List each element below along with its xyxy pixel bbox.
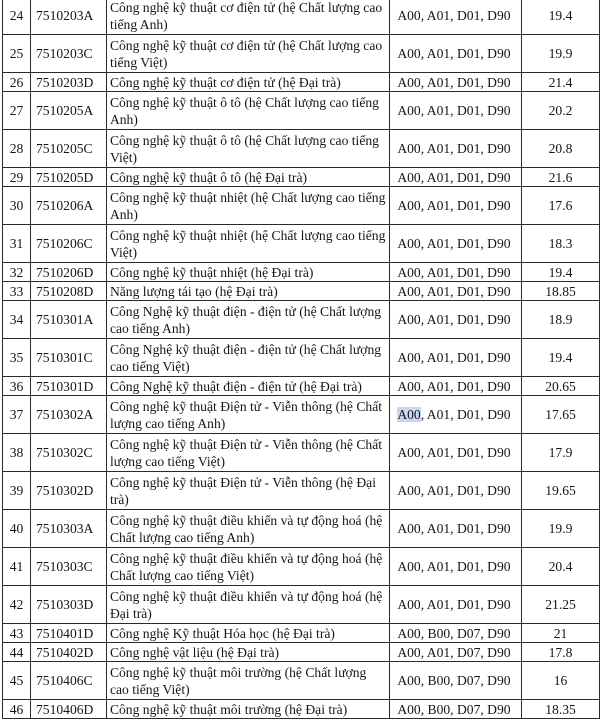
cutoff-score: 20.8 (522, 130, 600, 168)
table-row (3, 301, 600, 339)
major-code: 7510303D (30, 586, 106, 624)
major-name: Công nghệ vật liệu (hệ Đại trà) (106, 643, 389, 662)
table-row (3, 472, 600, 510)
major-code: 7510401D (30, 624, 106, 643)
major-name: Công nghệ kỹ thuật điều khiển và tự động hoá (hệ Chất lượng cao tiếng Việt) (106, 548, 389, 586)
major-name: Công nghệ kỹ thuật môi trường (hệ Đại trà) (106, 700, 389, 719)
table-row (3, 35, 600, 73)
subject-combinations: A00, B00, D07, D90 (390, 662, 522, 700)
subject-combinations: A00, A01, D01, D90 (390, 339, 522, 377)
table-row (3, 263, 600, 282)
table-row (3, 73, 600, 92)
subject-combinations: A00, A01, D01, D90 (390, 73, 522, 92)
cutoff-score: 19.4 (522, 263, 600, 282)
table-row (3, 92, 600, 130)
subject-combinations: A00, A01, D01, D90 (390, 282, 522, 301)
table-row (3, 339, 600, 377)
table-row (3, 586, 600, 624)
major-name: Công nghệ kỹ thuật điều khiển và tự động hoá (hệ Chất lượng cao tiếng Anh) (106, 510, 389, 548)
major-name: Năng lượng tái tạo (hệ Đại trà) (106, 282, 389, 301)
subject-combinations: A00, A01, D01, D90 (390, 263, 522, 282)
table-row (3, 396, 600, 434)
table-row (3, 130, 600, 168)
cutoff-score: 18.9 (522, 301, 600, 339)
table-row (3, 624, 600, 643)
table-row (3, 662, 600, 700)
cutoff-score: 19.9 (522, 35, 600, 73)
table-row (3, 548, 600, 586)
subject-combinations: A00, A01, D01, D90 (390, 301, 522, 339)
cutoff-score: 19.9 (522, 510, 600, 548)
subject-combinations: A00, A01, D01, D90 (390, 0, 522, 35)
major-code: 7510208D (30, 282, 106, 301)
row-number: 45 (3, 662, 31, 700)
subject-combinations: A00, A01, D01, D90 (390, 377, 522, 396)
subject-combinations: A00, A01, D01, D90 (390, 187, 522, 225)
major-name: Công nghệ kỹ thuật nhiệt (hệ Chất lượng cao tiếng Việt) (106, 225, 389, 263)
cutoff-score: 21.4 (522, 73, 600, 92)
major-code: 7510302A (30, 396, 106, 434)
row-number: 40 (3, 510, 31, 548)
major-name: Công nghệ kỹ thuật ô tô (hệ Chất lượng cao tiếng Việt) (106, 130, 389, 168)
major-code: 7510206D (30, 263, 106, 282)
major-code: 7510303C (30, 548, 106, 586)
table-row (3, 510, 600, 548)
major-code: 7510203D (30, 73, 106, 92)
cutoff-score: 19.4 (522, 0, 600, 35)
major-name: Công nghệ kỹ thuật Điện tử - Viễn thông (hệ Chất lượng cao tiếng Anh) (106, 396, 389, 434)
row-number: 25 (3, 35, 31, 73)
table-row (3, 225, 600, 263)
major-code: 7510301D (30, 377, 106, 396)
major-code: 7510206A (30, 187, 106, 225)
major-code: 7510301C (30, 339, 106, 377)
row-number: 27 (3, 92, 31, 130)
cutoff-score: 20.4 (522, 548, 600, 586)
row-number: 33 (3, 282, 31, 301)
table-row (3, 643, 600, 662)
cutoff-score: 18.85 (522, 282, 600, 301)
subject-combinations: A00, A01, D01, D90 (390, 472, 522, 510)
major-name: Công nghệ kỹ thuật ô tô (hệ Chất lượng cao tiếng Anh) (106, 92, 389, 130)
major-name: Công nghệ kỹ thuật ô tô (hệ Đại trà) (106, 168, 389, 187)
table-row (3, 434, 600, 472)
major-name: Công nghệ kỹ thuật Điện tử - Viễn thông (hệ Chất lượng cao tiếng Việt) (106, 434, 389, 472)
cutoff-score: 17.6 (522, 187, 600, 225)
row-number: 37 (3, 396, 31, 434)
combinations-rest: , A01, D01, D90 (420, 407, 511, 422)
major-code: 7510205C (30, 130, 106, 168)
major-code: 7510302D (30, 472, 106, 510)
table-row (3, 700, 600, 719)
subject-combinations: A00, A01, D01, D90 (390, 225, 522, 263)
cutoff-score: 16 (522, 662, 600, 700)
row-number: 28 (3, 130, 31, 168)
major-name: Công Nghệ kỹ thuật điện - điện tử (hệ Đại trà) (106, 377, 389, 396)
subject-combinations: A00, B00, D07, D90 (390, 700, 522, 719)
major-name: Công nghệ kỹ thuật cơ điện tử (hệ Chất lượng cao tiếng Việt) (106, 35, 389, 73)
major-name: Công nghệ kỹ thuật cơ điện tử (hệ Đại trà) (106, 73, 389, 92)
table-row (3, 187, 600, 225)
major-name: Công Nghệ kỹ thuật điện - điện tử (hệ Chất lượng cao tiếng Việt) (106, 339, 389, 377)
subject-combinations (390, 396, 522, 434)
cutoff-score: 21.25 (522, 586, 600, 624)
major-code: 7510301A (30, 301, 106, 339)
subject-combinations: A00, A01, D01, D90 (390, 168, 522, 187)
cutoff-score: 17.8 (522, 643, 600, 662)
cutoff-score: 19.4 (522, 339, 600, 377)
admission-scores-table (2, 0, 600, 719)
subject-combinations: A00, A01, D01, D90 (390, 586, 522, 624)
row-number: 29 (3, 168, 31, 187)
row-number: 41 (3, 548, 31, 586)
row-number: 26 (3, 73, 31, 92)
major-name: Công nghệ kỹ thuật Điện tử - Viễn thông (hệ Đại trà) (106, 472, 389, 510)
major-code: 7510205A (30, 92, 106, 130)
cutoff-score: 19.65 (522, 472, 600, 510)
subject-combinations: A00, A01, D07, D90 (390, 643, 522, 662)
subject-combinations: A00, A01, D01, D90 (390, 434, 522, 472)
table-body (3, 0, 600, 719)
row-number: 42 (3, 586, 31, 624)
table-row (3, 168, 600, 187)
row-number: 38 (3, 434, 31, 472)
major-code: 7510203C (30, 35, 106, 73)
table-row (3, 377, 600, 396)
row-number: 31 (3, 225, 31, 263)
subject-combinations: A00, A01, D01, D90 (390, 510, 522, 548)
table-row (3, 282, 600, 301)
row-number: 34 (3, 301, 31, 339)
major-code: 7510406C (30, 662, 106, 700)
row-number: 30 (3, 187, 31, 225)
subject-combinations: A00, A01, D01, D90 (390, 548, 522, 586)
row-number: 46 (3, 700, 31, 719)
row-number: 35 (3, 339, 31, 377)
cutoff-score: 20.65 (522, 377, 600, 396)
major-code: 7510406D (30, 700, 106, 719)
major-code: 7510303A (30, 510, 106, 548)
major-code: 7510203A (30, 0, 106, 35)
row-number: 32 (3, 263, 31, 282)
subject-combinations: A00, A01, D01, D90 (390, 92, 522, 130)
table-row (3, 0, 600, 35)
subject-combinations: A00, B00, D07, D90 (390, 624, 522, 643)
subject-combinations: A00, A01, D01, D90 (390, 35, 522, 73)
row-number: 44 (3, 643, 31, 662)
row-number: 43 (3, 624, 31, 643)
major-name: Công nghệ kỹ thuật nhiệt (hệ Chất lượng cao tiếng Anh) (106, 187, 389, 225)
major-name: Công nghệ kỹ thuật môi trường (hệ Chất lượng cao tiếng Việt) (106, 662, 389, 700)
cutoff-score: 17.65 (522, 396, 600, 434)
major-code: 7510402D (30, 643, 106, 662)
row-number: 24 (3, 0, 31, 35)
cutoff-score: 18.3 (522, 225, 600, 263)
major-code: 7510205D (30, 168, 106, 187)
cutoff-score: 20.2 (522, 92, 600, 130)
row-number: 36 (3, 377, 31, 396)
major-code: 7510302C (30, 434, 106, 472)
cutoff-score: 21.6 (522, 168, 600, 187)
cutoff-score: 21 (522, 624, 600, 643)
major-name: Công nghệ kỹ thuật điều khiển và tự động hoá (hệ Đại trà) (106, 586, 389, 624)
selected-text-highlight[interactable]: A00 (397, 407, 421, 422)
major-name: Công nghệ kỹ thuật cơ điện tử (hệ Chất lượng cao tiếng Anh) (106, 0, 389, 35)
major-name: Công nghệ kỹ thuật nhiệt (hệ Đại trà) (106, 263, 389, 282)
major-code: 7510206C (30, 225, 106, 263)
cutoff-score: 18.35 (522, 700, 600, 719)
major-name: Công Nghệ kỹ thuật điện - điện tử (hệ Chất lượng cao tiếng Anh) (106, 301, 389, 339)
major-name: Công nghệ Kỹ thuật Hóa học (hệ Đại trà) (106, 624, 389, 643)
subject-combinations: A00, A01, D01, D90 (390, 130, 522, 168)
row-number: 39 (3, 472, 31, 510)
cutoff-score: 17.9 (522, 434, 600, 472)
